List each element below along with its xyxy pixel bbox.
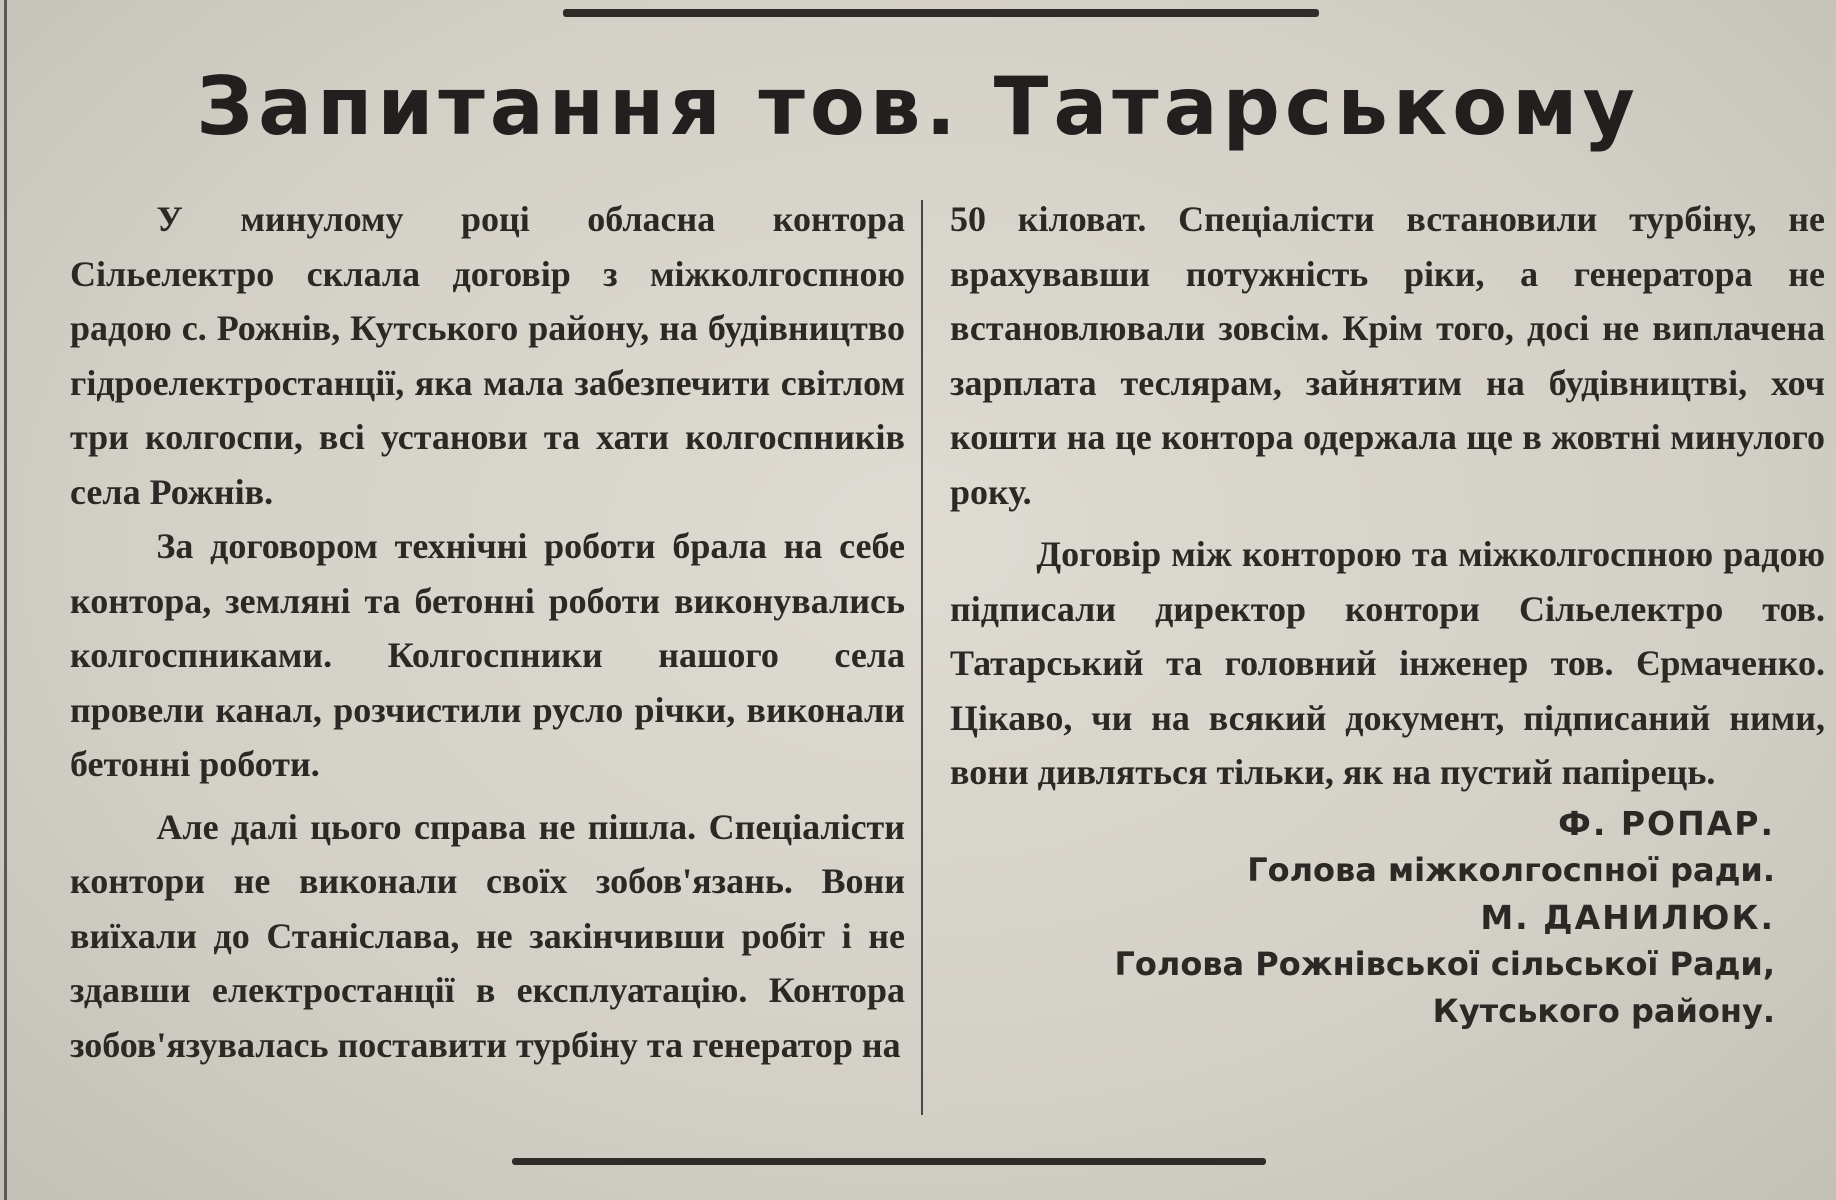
signature-title-1: Голова міжколгоспної ради. [1247,850,1775,889]
column-divider [921,200,923,1115]
right-column [950,192,1825,1035]
signature-name-2: М. ДАНИЛЮК. [1480,897,1775,937]
top-rule [563,9,1319,17]
left-column [70,192,905,1072]
article-headline: Запитання тов. Татарському [196,60,1640,153]
paragraph-3: Але далі цього справа не пішла. Спеціалісти контори не виконали своїх зобов'язань. Вони виїхали до Станіслава, не закінчивши робіт і не здавши електростанції в експлуатацію. Контора зобов'язувалась поставити турбіну та генератор на [70,806,905,1065]
paragraph-2: За договором технічні роботи брала на себе контора, земляні та бетонні роботи виконувались колгоспниками. Колгоспники нашого села провели канал, розчистили русло річки, виконали бетонні роботи. [70,526,905,784]
signature-title-2: Голова Рожнівської сільської Ради, Кутського району. [1114,944,1775,1030]
paragraph-5: Договір між конторою та міжколгоспною радою підписали директор контори Сільелектро тов. Татарський та головний інженер тов. Єрмаченко. Цікаво, чи на всякий документ, підписаний ними, вони дивляться тільки, як на пустий папірець. [950,534,1825,792]
bottom-rule [512,1158,1266,1165]
page-edge-line [4,0,7,1200]
paragraph-4: 50 кіловат. Спеціалісти встановили турбіну, не врахувавши потужність ріки, а генератора не встановлювали зовсім. Крім того, досі не виплачена зарплата теслярам, зайнятим на будівництві, хоч кошти на це контора одержала ще в жовтні минулого року. [950,199,1825,512]
signature-name-1: Ф. РОПАР. [1558,803,1775,843]
paragraph-1: У минулому році обласна контора Сільелектро склала договір з міжколгоспною радою с. Рожнів, Кутського району, на будівництво гідроелектростанції, яка мала забезпечити світлом три колгоспи, всі установи та хати колгоспників села Рожнів. [70,199,905,512]
